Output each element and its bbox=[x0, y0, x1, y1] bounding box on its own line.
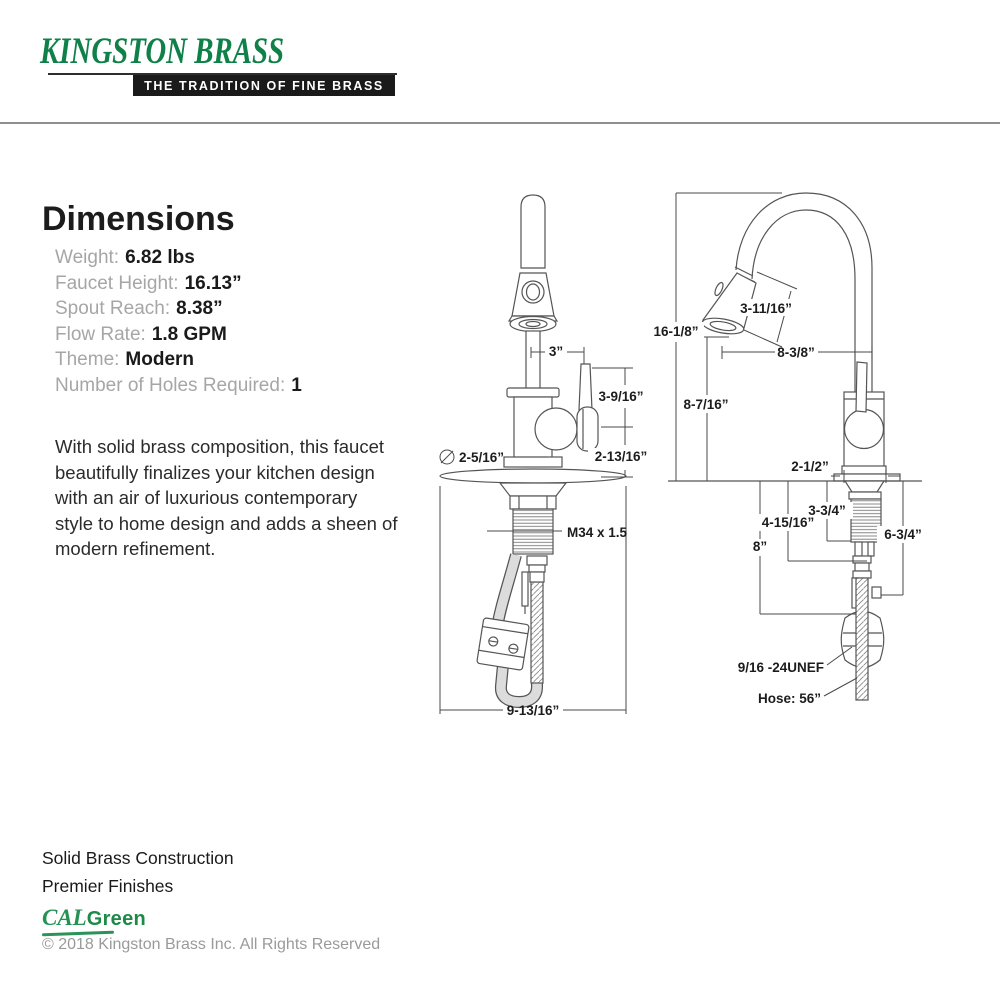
technical-drawings bbox=[0, 140, 1000, 760]
description-line: with an air of luxurious contemporary bbox=[55, 487, 358, 508]
spec-value: 8.38” bbox=[176, 298, 223, 319]
dim-base-diameter: 2-5/16” bbox=[459, 450, 505, 465]
dim-spray-head-length: 3-11/16” bbox=[740, 301, 792, 316]
spec-value: 1.8 GPM bbox=[151, 323, 227, 345]
dim-spout-height: 8-7/16” bbox=[683, 397, 729, 412]
calgreen-cal: CAL bbox=[42, 905, 87, 930]
front-handle-lever bbox=[579, 364, 592, 410]
dim-hose-connection-depth: 6-3/4” bbox=[884, 527, 922, 542]
spec-label: Spout Reach: bbox=[55, 298, 171, 319]
spec-label: Number of Holes Required: bbox=[55, 374, 286, 396]
dim-lower-depth: 8” bbox=[752, 539, 768, 554]
side-faucet-body bbox=[834, 362, 900, 481]
spec-label: Theme: bbox=[55, 349, 120, 370]
dim-footprint-width: 9-13/16” bbox=[506, 703, 560, 718]
spec-label: Flow Rate: bbox=[55, 323, 146, 345]
page-title: Dimensions bbox=[42, 200, 235, 238]
logo-tagline-box bbox=[133, 75, 395, 96]
side-gooseneck-spout bbox=[735, 193, 872, 392]
dim-handle-height: 3-9/16” bbox=[598, 389, 644, 404]
dim-spout-to-handle: 3” bbox=[548, 344, 564, 359]
feature-premier-finishes: Premier Finishes bbox=[42, 876, 174, 896]
logo-tagline: THE TRADITION OF FINE BRASS bbox=[144, 78, 384, 93]
description-line: modern refinement. bbox=[55, 538, 216, 559]
dim-base-width: 2-1/2” bbox=[791, 459, 829, 474]
side-hose-clip bbox=[872, 587, 881, 598]
spec-label: Faucet Height: bbox=[55, 272, 179, 294]
description-line: beautifully finalizes your kitchen design bbox=[55, 461, 375, 483]
dim-hose-length: Hose: 56” bbox=[757, 691, 821, 706]
feature-solid-brass: Solid Brass Construction bbox=[42, 848, 234, 868]
spec-value: 16.13” bbox=[184, 272, 242, 294]
dim-hose-thread: 9/16 -24UNEF bbox=[737, 660, 824, 675]
calgreen-logo bbox=[42, 905, 146, 931]
dim-mid-depth: 4-15/16” bbox=[761, 515, 815, 530]
front-braided-hose bbox=[531, 582, 543, 683]
dim-total-height: 16-1/8” bbox=[653, 324, 699, 339]
calgreen-underline bbox=[42, 931, 114, 936]
header-separator bbox=[0, 122, 1000, 124]
front-view-drawing bbox=[440, 195, 654, 718]
dim-spout-reach: 8-3/8” bbox=[777, 345, 815, 360]
spec-value: 6.82 lbs bbox=[125, 247, 195, 268]
front-spray-wand bbox=[509, 195, 557, 332]
spec-value: Modern bbox=[125, 349, 195, 370]
calgreen-green: Green bbox=[86, 908, 147, 930]
dim-shank-depth: 3-3/4” bbox=[808, 503, 846, 518]
side-view-drawing bbox=[648, 193, 929, 706]
description-line: style to home design and adds a sheen of bbox=[55, 512, 398, 534]
side-handle-lever bbox=[856, 362, 867, 412]
front-hose-weight bbox=[477, 618, 530, 671]
copyright-text: © 2018 Kingston Brass Inc. All Rights Reserved bbox=[42, 936, 381, 953]
kingston-brass-logo: KINGSTON BRASS bbox=[40, 31, 285, 72]
description-line: With solid brass composition, this faucet bbox=[55, 436, 385, 457]
dim-outlet-height: 2-13/16” bbox=[594, 449, 648, 464]
dim-shank-thread: M34 x 1.5 bbox=[567, 525, 628, 540]
spec-label: Weight: bbox=[55, 247, 120, 268]
front-under-counter bbox=[477, 483, 566, 702]
spec-value: 1 bbox=[291, 374, 302, 396]
side-pulldown-hose bbox=[856, 578, 868, 700]
